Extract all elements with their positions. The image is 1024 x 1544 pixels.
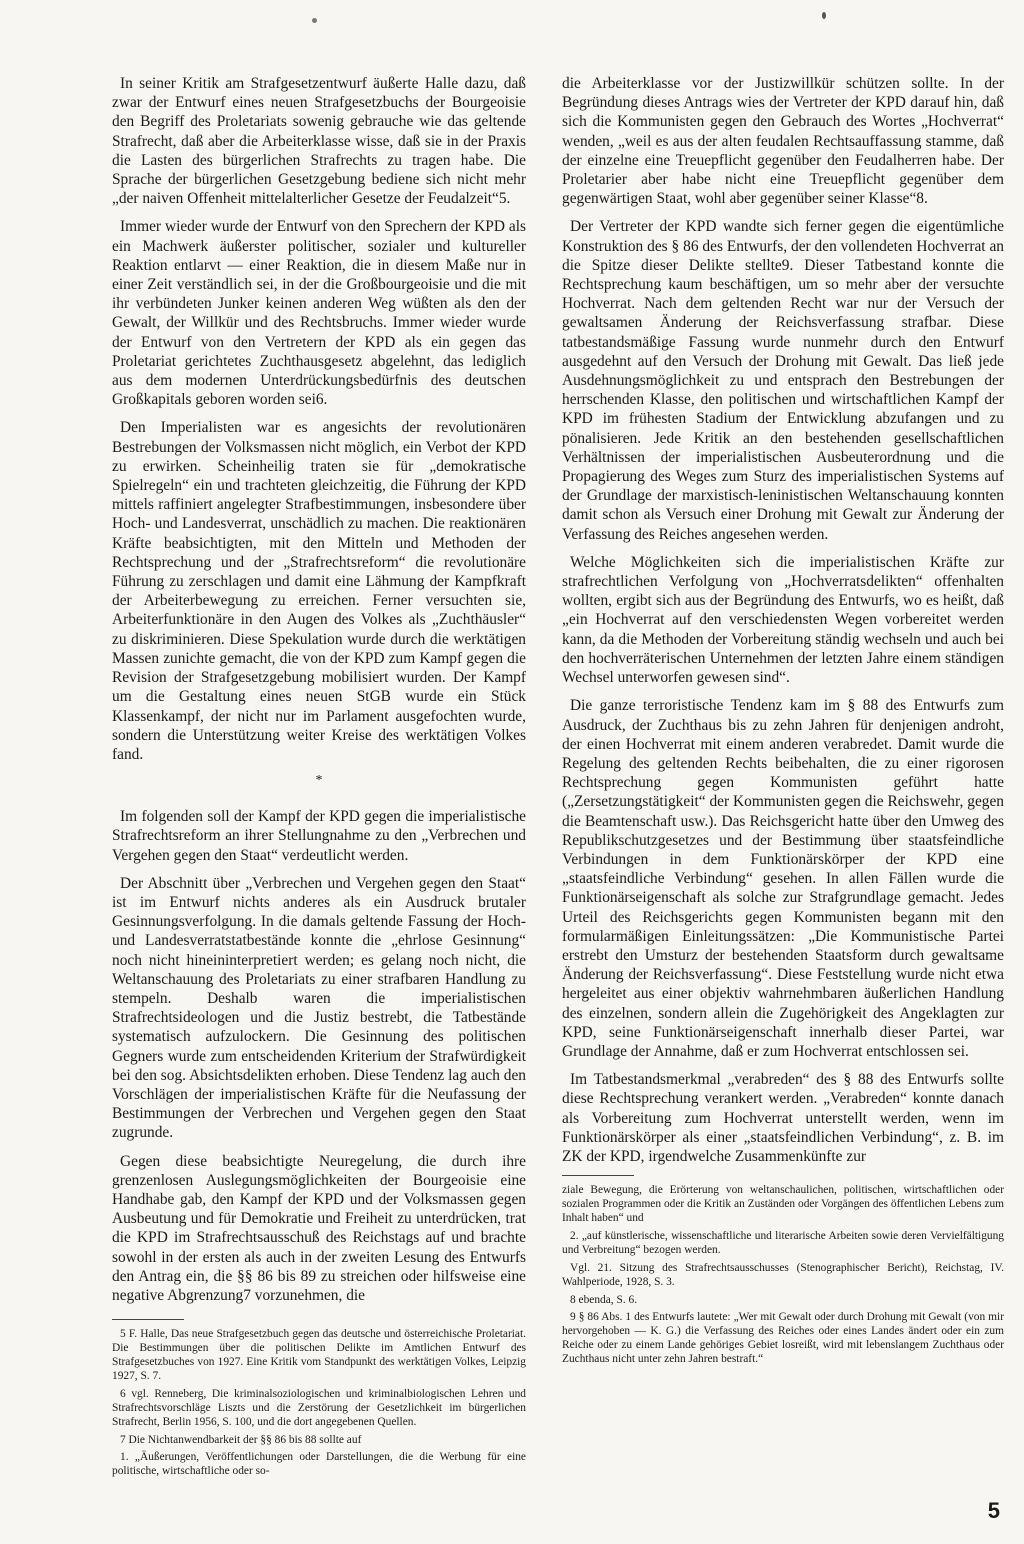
paragraph: Gegen diese beabsichtigte Neuregelung, die durch ihre grenzenlosen Auslegungsmöglichkeiten der Bourgeoisie eine Handhabe gab, den Kampf der KPD und der Volksmassen gegen Ausbeutung und für Demokratie und Freiheit zu unterdrücken, trat die KPD im Strafrechtsausschuß des Reichstags auf und brachte sowohl in der ersten als auch in der zweiten Lesung des Entwurfs den Antrag ein, die §§ 86 bis 89 zu streichen oder hilfsweise eine negative Abgrenzung7 vorzunehmen, die: [112, 1152, 526, 1304]
left-column: [112, 74, 526, 1483]
paragraph: die Arbeiterklasse vor der Justizwillkür schützen sollte. In der Begründung dieses Antrags wies der Vertreter der KPD darauf hin, daß sich die Kommunisten gegen den Gebrauch des Wortes „Hochverrat“ wenden, „weil es aus der alten feudalen Rechtsauffassung stamme, daß der einzelne eine Treuepflicht gegenüber den Feudalherren habe. Der Proletarier aber habe nicht eine Treuepflicht gegenüber dem gegenwärtigen Staat, wohl aber gegenüber seiner Klasse“8.: [562, 75, 1004, 208]
footnote: 2. „auf künstlerische, wissenschaftliche und literarische Arbeiten sowie deren Vervielfältigung und Verbreitung“ bezogen werden.: [562, 1229, 1004, 1256]
paragraph: Im Tatbestandsmerkmal „verabreden“ des § 88 des Entwurfs sollte diese Rechtsprechung verankert werden. „Verabreden“ konnte danach als Vorbereitung zum Hochverrat unterstellt werden, wenn im Funktionärskörper als einer „staatsfeindlichen Verbindung“, z. B. im ZK der KPD, irgendwelche Zusammenkünfte zur: [562, 1071, 1004, 1165]
footnote: 8 ebenda, S. 6.: [570, 1293, 638, 1306]
paragraph: Im folgenden soll der Kampf der KPD gegen die imperialistische Strafrechtsreform an ihrer Stellungnahme zu den „Verbrechen und Vergehen gegen den Staat“ verdeutlicht werden.: [112, 808, 526, 864]
footnotes: [562, 1184, 1004, 1367]
footnote: 1. „Äußerungen, Veröffentlichungen oder Darstellungen, die die Werbung für eine politische, wirtschaftliche oder so-: [112, 1451, 526, 1478]
body-text: [112, 807, 526, 1305]
paragraph: Welche Möglichkeiten sich die imperialistischen Kräfte zur strafrechtlichen Verfolgung von „Hochverratsdelikten“ offenhalten wollten, ergibt sich aus der Begründung des Entwurfs, wo es heißt, daß „ein Hochverrat auf den verschiedensten Wegen vorbereitet werden kann, da die Methoden der Vorbereitung ständig wechseln und auch bei den hochverräterischen Unternehmen der letzten Jahre einem ständigen Wechsel unterworfen gewesen sind“.: [562, 553, 1004, 687]
right-column: [562, 74, 1004, 1371]
paragraph: Den Imperialisten war es angesichts der revolutionären Bestrebungen der Volksmassen nicht möglich, ein Verbot der KPD zu erwirken. Scheinheilig traten sie für „demokratische Spielregeln“ ein und trachteten gleichzeitig, die Führung der KPD mittels raffiniert angelegter Strafbestimmungen, insbesondere über Hoch- und Landesverrat, unschädlich zu machen. Die reaktionären Kräfte beabsichtigten, mit den Mitteln und Methoden der Rechtsprechung und der „Strafrechtsreform“ die revolutionäre Führung zu zerschlagen und damit eine Lähmung der Kampfkraft der Arbeiterbewegung zu erreichen. Ferner versuchten sie, Arbeiterfunktionäre in den Augen des Volkes als „Zuchthäusler“ zu diskriminieren. Diese Spekulation wurde durch die werktätigen Massen zunichte gemacht, die von der KPD zum Kampf gegen die Revision der Strafgesetzgebung mobilisiert wurden. Der Kampf um die Gestaltung eines neuen StGB wurde ein Stück Klassenkampf, der nicht nur im Parlament ausgefochten wurde, sondern die Unterstützung weiter Kreise des werktätigen Volkes fand.: [112, 419, 526, 763]
page-number: 5: [987, 1498, 1000, 1523]
body-text: [562, 74, 1004, 1166]
print-mark: [822, 12, 826, 19]
footnote: 9 § 86 Abs. 1 des Entwurfs lautete: „Wer mit Gewalt oder durch Drohung mit Gewalt (von mir hervorgehoben — K. G.) die Verfassung des Reiches oder eines Landes ändert oder ein zum Reiche oder zu einem Lande gehöriges Gebiet losreißt, wird mit lebenslangem Zuchthaus oder Zuchthaus nicht unter zehn Jahren bestraft.“: [562, 1311, 1004, 1366]
section-separator: *: [315, 773, 323, 789]
paragraph: Immer wieder wurde der Entwurf von den Sprechern der KPD als ein Machwerk äußerster politischer, sozialer und kultureller Reaktion entlarvt — einer Reaktion, die in diesem Maße nur in einer Zeit verständlich sei, in der die Großbourgeoisie und die mit ihr verbündeten Junker keinen anderen Weg wüßten als den der Gewalt, der Willkür und des Rechtsbruchs. Immer wieder wurde der Entwurf von den Vertretern der KPD als ein gegen das Proletariat gerichtetes Zuchthausgesetz abgelehnt, das lediglich aus dem modernen Unterdrückungsbedürfnis des deutschen Großkapitals geboren worden sei6.: [112, 218, 526, 409]
footnote: 6 vgl. Renneberg, Die kriminalsoziologischen und kriminalbiologischen Lehren und Strafrechtsvorschläge Liszts und die Zerstörung der Gesetzlichkeit im bürgerlichen Strafrecht, Berlin 1956, S. 100, und die dort angegebenen Quellen.: [112, 1387, 526, 1428]
paragraph: Der Abschnitt über „Verbrechen und Vergehen gegen den Staat“ ist im Entwurf nichts anderes als ein Ausdruck brutaler Gesinnungsverfolgung. In die damals geltende Fassung der Hoch- und Landesverratstatbestände konnte die „ehrlose Gesinnung“ noch nicht hineininterpretiert werden; es gelang noch nicht, die Weltanschauung des Proletariats zu einer strafbaren Handlung zu stempeln. Deshalb waren die imperialistischen Strafrechtsideologen und die Justiz bestrebt, die Tatbestände systematisch aufzulockern. Die Gesinnung des politischen Gegners wurde zum entscheidenden Kriterium der Strafwürdigkeit bei den sog. Absichtsdelikten erhoben. Diese Tendenz lag auch den Vorschlägen der imperialistischen Kräfte für die Neufassung der Bestimmungen der Verbrechen und Vergehen gegen den Staat zugrunde.: [112, 874, 526, 1142]
print-mark: [312, 18, 317, 23]
footnote: 7 Die Nichtanwendbarkeit der §§ 86 bis 88 sollte auf: [120, 1433, 362, 1446]
footnote-divider: [562, 1175, 634, 1176]
footnote: ziale Bewegung, die Erörterung von weltanschaulichen, politischen, wirtschaftlichen oder sozialen Programmen oder die Kritik an Zuständen oder Vorgängen des öffentlichen Lebens zum Inhalt haben“ und: [562, 1184, 1004, 1224]
footnotes: [112, 1328, 526, 1479]
footnote-divider: [112, 1319, 184, 1320]
footnote: Vgl. 21. Sitzung des Strafrechtsausschusses (Stenographischer Bericht), Reichstag, IV. Wahlperiode, 1928, S. 3.: [562, 1261, 1004, 1288]
body-text: [112, 74, 526, 764]
paragraph: Der Vertreter der KPD wandte sich ferner gegen die eigentümliche Konstruktion des § 86 des Entwurfs, der den vollendeten Hochverrat an die Spitze dieser Delikte stellte9. Dieser Tatbestand konnte die Rechtsprechung kaum beschäftigen, um so mehr aber der versuchte Hochverrat. Nach dem geltenden Recht war nur der Versuch der gewaltsamen Änderung der Reichsverfassung strafbar. Diese tatbestandsmäßige Fassung wurde nunmehr durch den Entwurf ausgedehnt auf den Versuch der Drohung mit Gewalt. Das ließ jede Ausdehnungsmöglichkeit zu und entsprach den Bestrebungen der herrschenden Klasse, den politischen und wirtschaftlichen Kampf der KPD im frühesten Stadium der Entwicklung abzufangen und zu pönalisieren. Jede Kritik an den bestehenden gesellschaftlichen Verhältnissen der imperialistischen Ausbeuterordnung und die Propagierung des Weges zum Sturz des imperialistischen Systems auf der Grundlage der marxistisch-leninistischen Weltanschauung konnten damit schon als Versuch einer Drohung mit Gewalt zur Änderung der Verfassung des Reiches angesehen werden.: [562, 218, 1004, 543]
paragraph: Die ganze terroristische Tendenz kam im § 88 des Entwurfs zum Ausdruck, der Zuchthaus bis zu zehn Jahren für denjenigen androht, der einen Hochverrat mit einem anderen verabredet. Damit wurde die Regelung des geltenden Rechts beibehalten, die zu einer rigorosen Rechtsprechung gegen Kommunisten geführt hatte („Zersetzungstätigkeit“ der Kommunisten gegen die Reichswehr, gegen die Beamtenschaft usw.). Das Reichsgericht hatte über den Umweg des Republikschutzgesetzes und der Bestimmung über staatsfeindliche Verbindungen in dem Funktionärskörper der KPD eine „staatsfeindliche Verbindung“ gesehen. In allen Fällen wurde die Funktionärseigenschaft als solche zur Strafgrundlage gemacht. Jedes Urteil des Reichsgerichts gegen Kommunisten begann mit den formularmäßigen Einleitungssätzen: „Die Kommunistische Partei erstrebt den Umsturz der bestehenden Staatsform durch gewaltsame Änderung der Reichsverfassung“. Diese Feststellung wurde nicht etwa hergeleitet aus einer objektiv wahrnehmbaren äußerlichen Handlung des einzelnen, sondern allein die Zugehörigkeit des Angeklagten zur KPD, seine Funktionärseigenschaft innerhalb dieser Partei, war Grundlage der Annahme, daß er zum Hochverrat entschlossen sei.: [562, 697, 1004, 1060]
footnote: 5 F. Halle, Das neue Strafgesetzbuch gegen das deutsche und österreichische Proletariat. Die Bestimmungen über die politischen Delikte im Amtlichen Entwurf des Strafgesetzbuches von 1927. Eine Kritik vom Standpunkt des werktätigen Volkes, Leipzig 1927, S. 7.: [112, 1328, 526, 1382]
paragraph: In seiner Kritik am Strafgesetzentwurf äußerte Halle dazu, daß zwar der Entwurf eines neuen Strafgesetzbuchs der Bourgeoisie den Begriff des Proletariats sowenig gebrauche wie das geltende Strafrecht, daß aber die Arbeiterklasse wisse, daß sie in der Praxis die Lasten des bürgerlichen Strafrechts zu tragen habe. Die Sprache der bürgerlichen Gesetzgebung bediene sich nicht mehr „der naiven Offenheit mittelalterlicher Gesetze der Feudalzeit“5.: [112, 75, 526, 208]
